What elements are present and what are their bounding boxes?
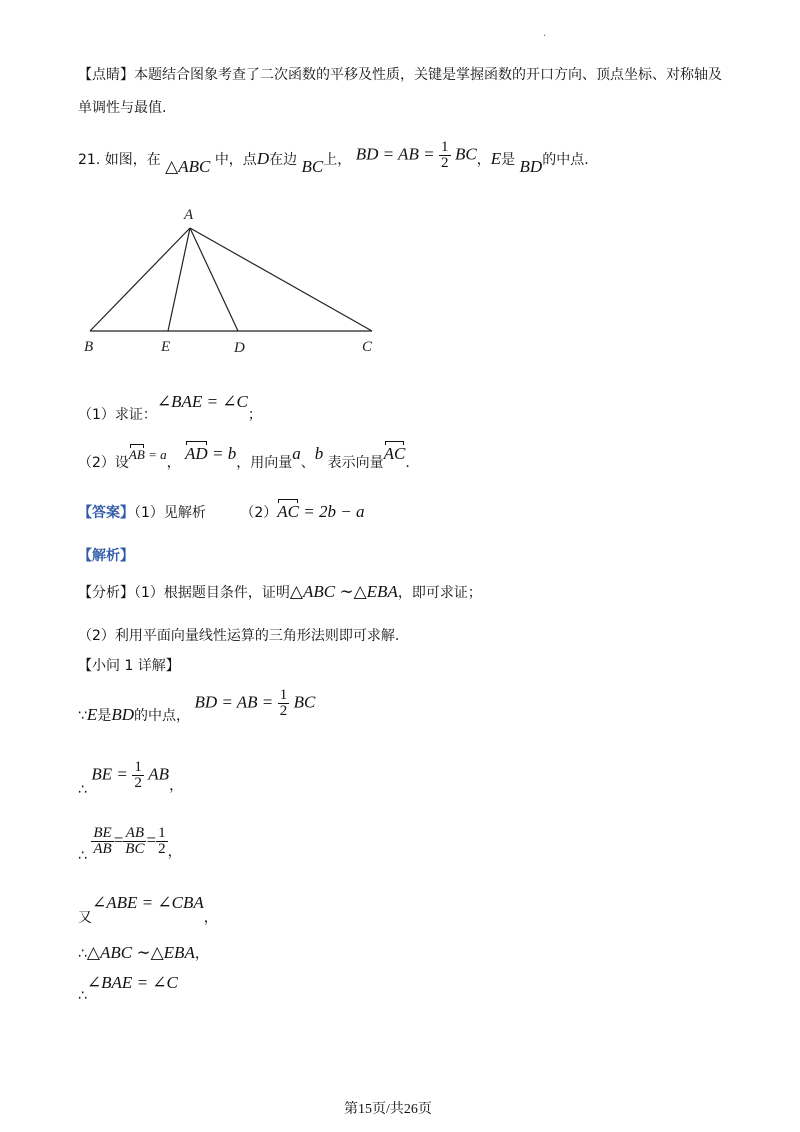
q21-bc: BC [301, 156, 324, 176]
part2-ad-rest: = b [207, 444, 237, 463]
proof-ab: AB [148, 764, 170, 784]
fenxi-line1 [78, 582, 482, 602]
segment-ab [90, 228, 190, 331]
q21-bd: BD [519, 156, 543, 176]
frac-num: BE [93, 825, 112, 841]
fraction-half [156, 826, 168, 857]
part-2 [78, 444, 410, 471]
proof-bc: BC [293, 692, 316, 712]
q21-text: 中，点 [214, 151, 257, 168]
also-text: 又 [78, 910, 92, 926]
segment-ac [190, 228, 372, 331]
label-e: E [161, 339, 171, 355]
q21-text2: 在边 [269, 151, 298, 168]
answer-tag: 【答案】 [78, 505, 134, 521]
page-number: 第15页/共26页 [344, 1102, 432, 1117]
proof-comma: ， [167, 843, 182, 860]
proof-line6 [78, 973, 178, 1004]
triangle-figure [80, 200, 390, 360]
answer-vector-ac: AC [277, 502, 300, 521]
part2-comma: ， [166, 455, 181, 471]
proof-line4 [78, 893, 218, 926]
therefore-symbol: ∴ [78, 847, 87, 864]
header-dot: . [543, 28, 547, 39]
fenxi-similar: △ABC ∼△EBA [289, 582, 398, 601]
proof-line5 [78, 943, 209, 963]
q21-bc2: BC [454, 144, 477, 164]
frac-den: 2 [158, 841, 166, 857]
part2-end: . [405, 455, 410, 471]
segment-ae [168, 228, 190, 331]
q21-number: 21. 如图，在 [78, 151, 161, 168]
proof-comma: ， [194, 946, 209, 962]
proof-similar: △ABC ∼△EBA [86, 943, 195, 962]
frac-den: BC [125, 841, 145, 857]
proof-line3 [78, 825, 182, 864]
proof-line1 [78, 687, 316, 724]
proof-bd: BD [111, 704, 134, 724]
fenxi-text1b: ，即可求证； [397, 585, 482, 601]
part2-a: a [292, 444, 301, 463]
frac-num: 1 [441, 139, 449, 155]
therefore-symbol: ∴ [78, 988, 87, 1004]
dianjing-line1 [78, 64, 722, 84]
vector-ac: AC [383, 444, 406, 463]
answer-rest: = 2b − a [299, 502, 365, 521]
part2-mid: ，用向量 [236, 455, 293, 471]
frac-num: 1 [279, 687, 288, 703]
proof-is: 是 [97, 707, 112, 724]
proof-midpoint: 的中点， [133, 707, 190, 724]
label-b: B [84, 339, 94, 355]
q21-eq-left: BD = AB = [355, 144, 435, 164]
proof-be: BE = [91, 764, 128, 784]
proof-fraction-half2 [132, 760, 144, 791]
fenxi-tag: 【分析】 [78, 585, 134, 601]
q21-end: 的中点. [542, 151, 589, 168]
frac-den: AB [93, 841, 112, 857]
proof-angle: ∠ABE = ∠CBA [92, 893, 204, 912]
fraction-ab-bc [123, 826, 146, 857]
xiaowen-tag: 【小问 1 详解】 [78, 658, 180, 674]
q21-comma: ， [476, 151, 491, 168]
part-1 [78, 392, 262, 423]
proof-comma: ， [203, 910, 218, 926]
dianjing-line2: 单调性与最值. [78, 100, 167, 116]
frac-num: AB [123, 826, 146, 842]
proof-e: E [86, 704, 98, 724]
frac-num: 1 [134, 759, 142, 775]
q21-is: 是 [501, 151, 516, 168]
dianjing-tag: 【点睛】 [78, 67, 134, 83]
q21-text3: 上， [323, 151, 352, 168]
part2-ab-rest: = a [144, 447, 167, 462]
fraction-be-ab [91, 826, 113, 857]
frac-num: 1 [158, 825, 166, 841]
because-symbol: ∵ [78, 707, 87, 724]
fenxi-line2: （2）利用平面向量线性运算的三角形法则即可求解. [78, 628, 400, 644]
part1-label: （1）求证： [78, 407, 157, 423]
fenxi-text1a: （1）根据题目条件，证明 [134, 585, 290, 601]
answer-line [78, 502, 364, 522]
therefore-symbol: ∴ [78, 781, 87, 798]
label-c: C [362, 339, 373, 355]
label-d: D [234, 340, 245, 356]
q21-e: E [490, 148, 502, 168]
q21-triangle: △ABC [165, 156, 211, 176]
dianjing-text1: 本题结合图象考查了二次函数的平移及性质，关键是掌握函数的开口方向、顶点坐标、对称轴及 [134, 67, 722, 83]
vector-ab: AB [128, 447, 145, 462]
question-21 [78, 140, 589, 180]
eq-sign: = [146, 830, 157, 850]
eq-sign: = [113, 830, 124, 850]
segment-ad [190, 228, 238, 331]
label-a: A [184, 207, 194, 223]
part1-math: ∠BAE = ∠C [156, 392, 248, 411]
answer-part2-label: （2） [240, 505, 278, 521]
proof-conclusion: ∠BAE = ∠C [86, 973, 178, 992]
frac-den: 2 [134, 775, 142, 791]
jiexi-tag: 【解析】 [78, 548, 134, 564]
proof-line2 [78, 759, 184, 798]
q21-d: D [256, 148, 270, 168]
part2-label: （2）设 [78, 455, 129, 471]
part2-text: 表示向量 [327, 455, 384, 471]
vector-ad: AD [185, 444, 208, 463]
proof-eq1: BD = AB = [194, 692, 274, 712]
proof-fraction-half [278, 688, 290, 719]
q21-fraction [439, 140, 451, 171]
therefore-symbol: ∴ [78, 946, 87, 962]
answer-part1: （1）见解析 [134, 505, 206, 521]
frac-den: 2 [279, 703, 288, 719]
part2-b: b [314, 444, 324, 463]
part1-end: ； [247, 407, 262, 423]
frac-den: 2 [441, 155, 449, 171]
proof-comma: ， [169, 777, 184, 794]
part2-sep: 、 [300, 455, 315, 471]
